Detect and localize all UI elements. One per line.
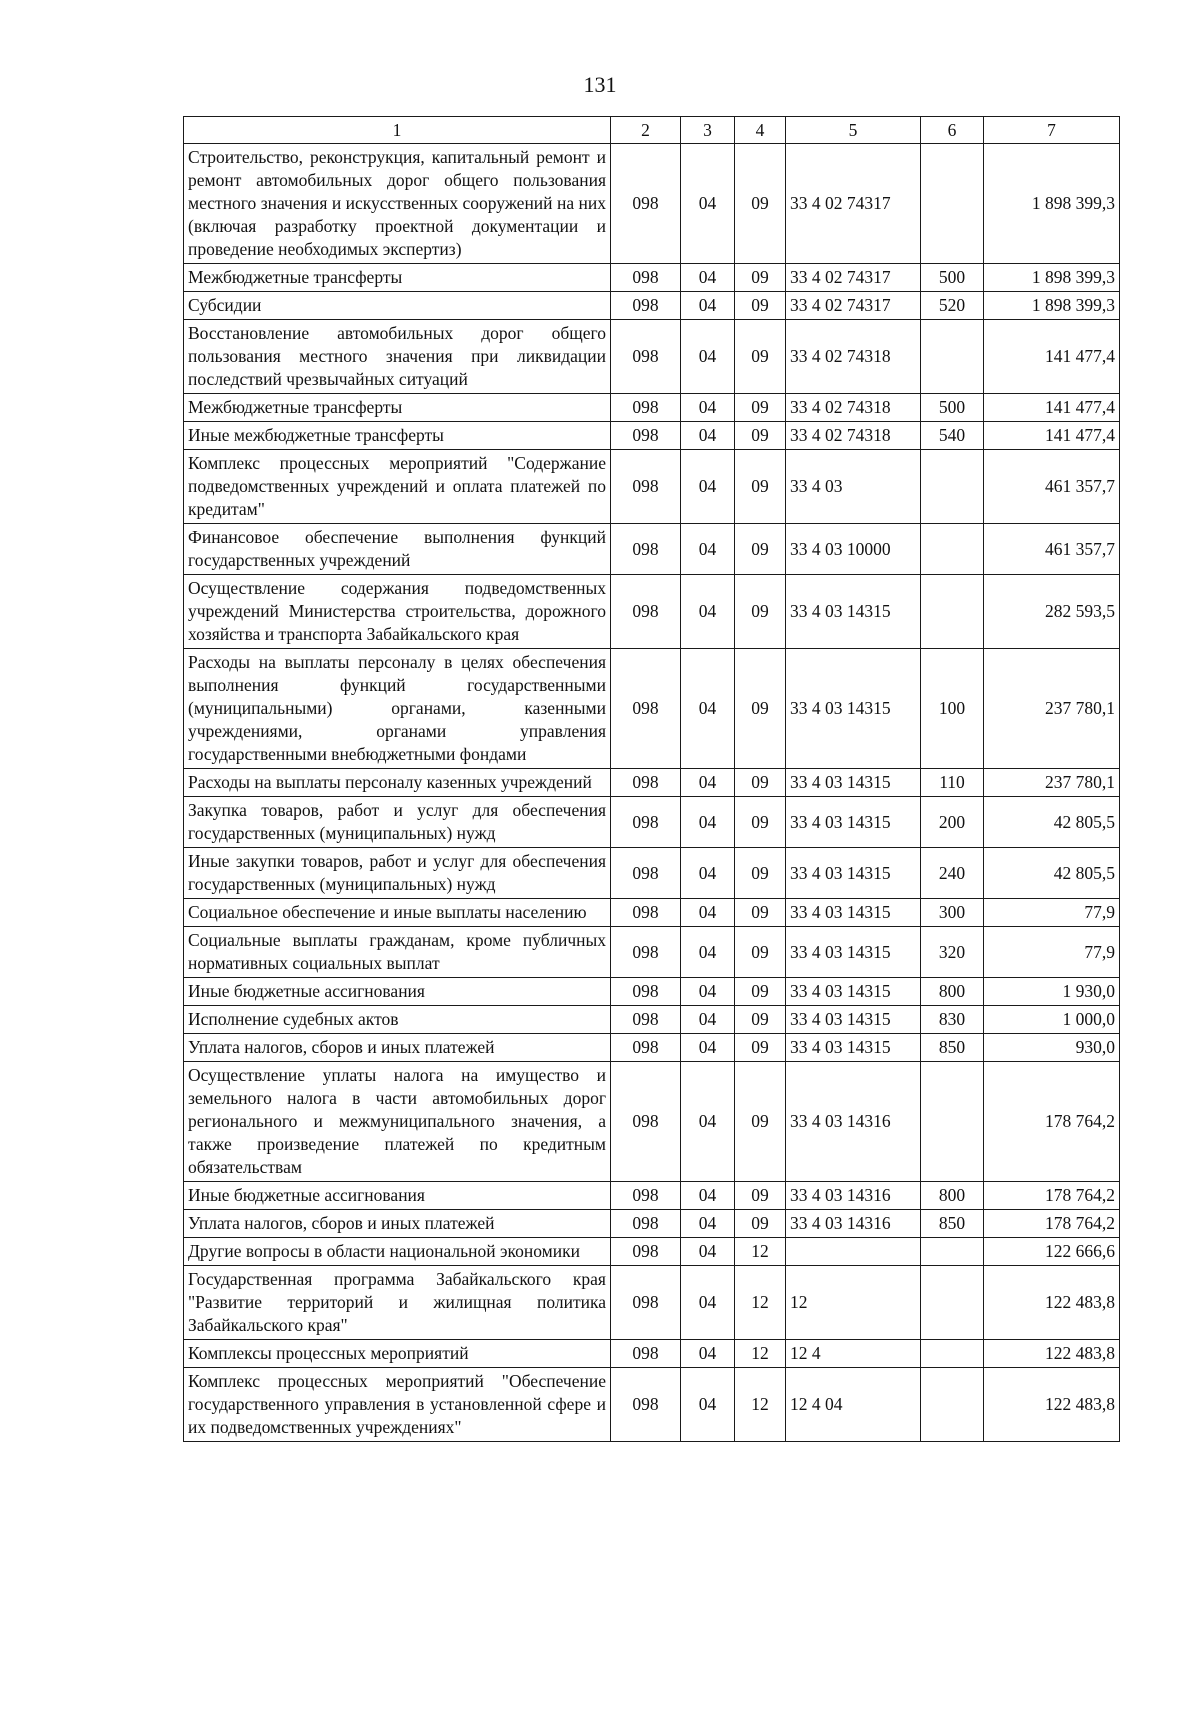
row-expense-type [921, 1238, 984, 1266]
row-section: 04 [681, 848, 735, 899]
row-admin-code: 098 [611, 927, 681, 978]
row-amount: 1 898 399,3 [984, 144, 1120, 264]
row-subsection: 09 [735, 769, 786, 797]
table-body [184, 144, 1120, 1442]
row-target-code: 33 4 02 74318 [786, 394, 921, 422]
row-amount: 178 764,2 [984, 1062, 1120, 1182]
row-subsection: 12 [735, 1266, 786, 1340]
row-amount: 122 483,8 [984, 1340, 1120, 1368]
row-name: Финансовое обеспечение выполнения функций государственных учреждений [184, 524, 611, 575]
table-row [184, 1266, 1120, 1340]
row-target-code: 12 [786, 1266, 921, 1340]
row-subsection: 09 [735, 1006, 786, 1034]
row-expense-type [921, 144, 984, 264]
row-admin-code: 098 [611, 320, 681, 394]
row-expense-type: 830 [921, 1006, 984, 1034]
row-subsection: 09 [735, 649, 786, 769]
row-subsection: 09 [735, 899, 786, 927]
row-expense-type: 540 [921, 422, 984, 450]
row-admin-code: 098 [611, 1340, 681, 1368]
row-target-code: 33 4 03 14315 [786, 978, 921, 1006]
row-expense-type: 320 [921, 927, 984, 978]
row-target-code: 33 4 02 74317 [786, 264, 921, 292]
row-subsection: 09 [735, 927, 786, 978]
row-amount: 42 805,5 [984, 848, 1120, 899]
row-name: Комплекс процессных мероприятий "Обеспечение государственного управления в установленной сфере и их подведомственных учреждениях" [184, 1368, 611, 1442]
table-row [184, 450, 1120, 524]
row-name: Осуществление уплаты налога на имущество и земельного налога в части автомобильных дорог регионального и межмуниципального значения, а также произведение платежей по кредитным обязательствам [184, 1062, 611, 1182]
row-section: 04 [681, 1368, 735, 1442]
row-admin-code: 098 [611, 450, 681, 524]
row-subsection: 09 [735, 1062, 786, 1182]
header-col-3: 3 [681, 117, 735, 144]
row-admin-code: 098 [611, 264, 681, 292]
row-target-code: 33 4 03 14315 [786, 649, 921, 769]
row-expense-type: 800 [921, 1182, 984, 1210]
row-section: 04 [681, 264, 735, 292]
row-amount: 1 898 399,3 [984, 292, 1120, 320]
table-header [184, 117, 1120, 144]
row-target-code: 33 4 02 74318 [786, 422, 921, 450]
table-row [184, 848, 1120, 899]
row-subsection: 09 [735, 264, 786, 292]
row-admin-code: 098 [611, 848, 681, 899]
row-target-code: 33 4 03 14315 [786, 769, 921, 797]
row-name: Межбюджетные трансферты [184, 394, 611, 422]
header-col-5: 5 [786, 117, 921, 144]
row-amount: 1 898 399,3 [984, 264, 1120, 292]
row-admin-code: 098 [611, 422, 681, 450]
row-name: Другие вопросы в области национальной экономики [184, 1238, 611, 1266]
row-admin-code: 098 [611, 769, 681, 797]
row-target-code: 33 4 03 10000 [786, 524, 921, 575]
row-target-code: 33 4 03 14315 [786, 927, 921, 978]
row-target-code: 33 4 03 14316 [786, 1210, 921, 1238]
row-section: 04 [681, 575, 735, 649]
header-row [184, 117, 1120, 144]
header-col-6: 6 [921, 117, 984, 144]
row-expense-type: 850 [921, 1034, 984, 1062]
row-subsection: 09 [735, 292, 786, 320]
row-expense-type: 300 [921, 899, 984, 927]
row-section: 04 [681, 899, 735, 927]
page-number: 131 [583, 72, 617, 97]
table-row [184, 978, 1120, 1006]
row-admin-code: 098 [611, 1368, 681, 1442]
row-name: Межбюджетные трансферты [184, 264, 611, 292]
row-name: Уплата налогов, сборов и иных платежей [184, 1034, 611, 1062]
row-amount: 122 483,8 [984, 1266, 1120, 1340]
row-amount: 1 930,0 [984, 978, 1120, 1006]
row-name: Социальное обеспечение и иные выплаты населению [184, 899, 611, 927]
row-expense-type [921, 1266, 984, 1340]
row-target-code [786, 1238, 921, 1266]
row-admin-code: 098 [611, 1034, 681, 1062]
row-amount: 141 477,4 [984, 394, 1120, 422]
row-section: 04 [681, 292, 735, 320]
row-name: Иные бюджетные ассигнования [184, 978, 611, 1006]
row-target-code: 33 4 03 14315 [786, 1034, 921, 1062]
row-admin-code: 098 [611, 1182, 681, 1210]
row-target-code: 33 4 03 [786, 450, 921, 524]
row-name: Иные закупки товаров, работ и услуг для обеспечения государственных (муниципальных) нужд [184, 848, 611, 899]
row-expense-type [921, 1340, 984, 1368]
row-expense-type [921, 575, 984, 649]
table-row [184, 1034, 1120, 1062]
row-section: 04 [681, 769, 735, 797]
row-subsection: 09 [735, 320, 786, 394]
row-subsection: 09 [735, 575, 786, 649]
row-subsection: 09 [735, 422, 786, 450]
row-target-code: 33 4 03 14315 [786, 899, 921, 927]
row-target-code: 12 4 [786, 1340, 921, 1368]
row-subsection: 09 [735, 524, 786, 575]
row-admin-code: 098 [611, 394, 681, 422]
row-expense-type: 800 [921, 978, 984, 1006]
row-expense-type [921, 450, 984, 524]
row-target-code: 33 4 02 74318 [786, 320, 921, 394]
row-amount: 178 764,2 [984, 1182, 1120, 1210]
table-row [184, 1340, 1120, 1368]
row-amount: 930,0 [984, 1034, 1120, 1062]
row-name: Исполнение судебных актов [184, 1006, 611, 1034]
row-expense-type [921, 1368, 984, 1442]
row-target-code: 33 4 03 14315 [786, 848, 921, 899]
row-amount: 122 483,8 [984, 1368, 1120, 1442]
row-expense-type: 200 [921, 797, 984, 848]
row-admin-code: 098 [611, 1238, 681, 1266]
table-row [184, 1062, 1120, 1182]
row-subsection: 09 [735, 797, 786, 848]
row-name: Государственная программа Забайкальского края "Развитие территорий и жилищная политика Забайкальского края" [184, 1266, 611, 1340]
row-amount: 1 000,0 [984, 1006, 1120, 1034]
row-expense-type: 500 [921, 394, 984, 422]
row-admin-code: 098 [611, 1062, 681, 1182]
row-target-code: 33 4 02 74317 [786, 144, 921, 264]
row-expense-type: 110 [921, 769, 984, 797]
row-target-code: 33 4 02 74317 [786, 292, 921, 320]
row-subsection: 09 [735, 1210, 786, 1238]
row-name: Восстановление автомобильных дорог общего пользования местного значения при ликвидации последствий чрезвычайных ситуаций [184, 320, 611, 394]
table-row [184, 524, 1120, 575]
row-admin-code: 098 [611, 1006, 681, 1034]
table-row [184, 422, 1120, 450]
table-row [184, 394, 1120, 422]
row-name: Иные бюджетные ассигнования [184, 1182, 611, 1210]
row-section: 04 [681, 649, 735, 769]
table-row [184, 292, 1120, 320]
row-subsection: 09 [735, 394, 786, 422]
row-subsection: 09 [735, 1034, 786, 1062]
table-row [184, 1210, 1120, 1238]
row-expense-type [921, 524, 984, 575]
table-row [184, 1368, 1120, 1442]
row-section: 04 [681, 524, 735, 575]
row-target-code: 33 4 03 14316 [786, 1182, 921, 1210]
row-target-code: 33 4 03 14315 [786, 1006, 921, 1034]
table-row [184, 320, 1120, 394]
header-col-4: 4 [735, 117, 786, 144]
row-section: 04 [681, 1266, 735, 1340]
row-section: 04 [681, 394, 735, 422]
row-admin-code: 098 [611, 292, 681, 320]
header-col-7: 7 [984, 117, 1120, 144]
row-amount: 77,9 [984, 927, 1120, 978]
row-section: 04 [681, 978, 735, 1006]
row-section: 04 [681, 450, 735, 524]
row-expense-type: 850 [921, 1210, 984, 1238]
row-expense-type: 520 [921, 292, 984, 320]
row-subsection: 09 [735, 144, 786, 264]
row-section: 04 [681, 1182, 735, 1210]
row-target-code: 33 4 03 14315 [786, 575, 921, 649]
row-admin-code: 098 [611, 899, 681, 927]
row-admin-code: 098 [611, 649, 681, 769]
row-target-code: 12 4 04 [786, 1368, 921, 1442]
row-name: Комплексы процессных мероприятий [184, 1340, 611, 1368]
row-expense-type [921, 1062, 984, 1182]
row-name: Комплекс процессных мероприятий "Содержание подведомственных учреждений и оплата платежей по кредитам" [184, 450, 611, 524]
row-section: 04 [681, 927, 735, 978]
row-name: Социальные выплаты гражданам, кроме публичных нормативных социальных выплат [184, 927, 611, 978]
table-row [184, 1182, 1120, 1210]
table-row [184, 797, 1120, 848]
row-name: Расходы на выплаты персоналу казенных учреждений [184, 769, 611, 797]
table-row [184, 769, 1120, 797]
row-subsection: 09 [735, 848, 786, 899]
row-admin-code: 098 [611, 797, 681, 848]
row-section: 04 [681, 1006, 735, 1034]
row-subsection: 12 [735, 1238, 786, 1266]
row-amount: 178 764,2 [984, 1210, 1120, 1238]
header-col-2: 2 [611, 117, 681, 144]
row-amount: 122 666,6 [984, 1238, 1120, 1266]
header-col-1: 1 [184, 117, 611, 144]
row-amount: 77,9 [984, 899, 1120, 927]
table-row [184, 264, 1120, 292]
row-admin-code: 098 [611, 1266, 681, 1340]
row-name: Расходы на выплаты персоналу в целях обеспечения выполнения функций государственными (муниципальными) органами, казенными учреждениями, органами управления государственными внебюджетными фондами [184, 649, 611, 769]
row-name: Закупка товаров, работ и услуг для обеспечения государственных (муниципальных) нужд [184, 797, 611, 848]
row-amount: 282 593,5 [984, 575, 1120, 649]
row-expense-type: 100 [921, 649, 984, 769]
row-amount: 461 357,7 [984, 450, 1120, 524]
table-row [184, 575, 1120, 649]
row-expense-type: 240 [921, 848, 984, 899]
row-amount: 42 805,5 [984, 797, 1120, 848]
row-amount: 237 780,1 [984, 769, 1120, 797]
row-subsection: 12 [735, 1340, 786, 1368]
table-row [184, 649, 1120, 769]
table-row [184, 144, 1120, 264]
row-section: 04 [681, 1062, 735, 1182]
table-row [184, 899, 1120, 927]
row-name: Субсидии [184, 292, 611, 320]
row-name: Уплата налогов, сборов и иных платежей [184, 1210, 611, 1238]
row-amount: 141 477,4 [984, 320, 1120, 394]
table-row [184, 927, 1120, 978]
row-admin-code: 098 [611, 1210, 681, 1238]
row-expense-type [921, 320, 984, 394]
row-expense-type: 500 [921, 264, 984, 292]
row-section: 04 [681, 1034, 735, 1062]
row-section: 04 [681, 144, 735, 264]
row-subsection: 09 [735, 978, 786, 1006]
row-name: Осуществление содержания подведомственных учреждений Министерства строительства, дорожного хозяйства и транспорта Забайкальского края [184, 575, 611, 649]
row-name: Строительство, реконструкция, капитальный ремонт и ремонт автомобильных дорог общего пользования местного значения и искусственных сооружений на них (включая разработку проектной документации и проведение необходимых экспертиз) [184, 144, 611, 264]
row-amount: 141 477,4 [984, 422, 1120, 450]
row-amount: 461 357,7 [984, 524, 1120, 575]
row-target-code: 33 4 03 14316 [786, 1062, 921, 1182]
row-name: Иные межбюджетные трансферты [184, 422, 611, 450]
budget-table [183, 116, 1120, 1442]
row-admin-code: 098 [611, 524, 681, 575]
row-admin-code: 098 [611, 575, 681, 649]
row-subsection: 09 [735, 1182, 786, 1210]
row-admin-code: 098 [611, 144, 681, 264]
row-section: 04 [681, 797, 735, 848]
row-section: 04 [681, 422, 735, 450]
row-section: 04 [681, 320, 735, 394]
row-section: 04 [681, 1340, 735, 1368]
table-row [184, 1238, 1120, 1266]
row-admin-code: 098 [611, 978, 681, 1006]
row-subsection: 09 [735, 450, 786, 524]
row-amount: 237 780,1 [984, 649, 1120, 769]
table-row [184, 1006, 1120, 1034]
row-section: 04 [681, 1238, 735, 1266]
row-section: 04 [681, 1210, 735, 1238]
row-subsection: 12 [735, 1368, 786, 1442]
row-target-code: 33 4 03 14315 [786, 797, 921, 848]
